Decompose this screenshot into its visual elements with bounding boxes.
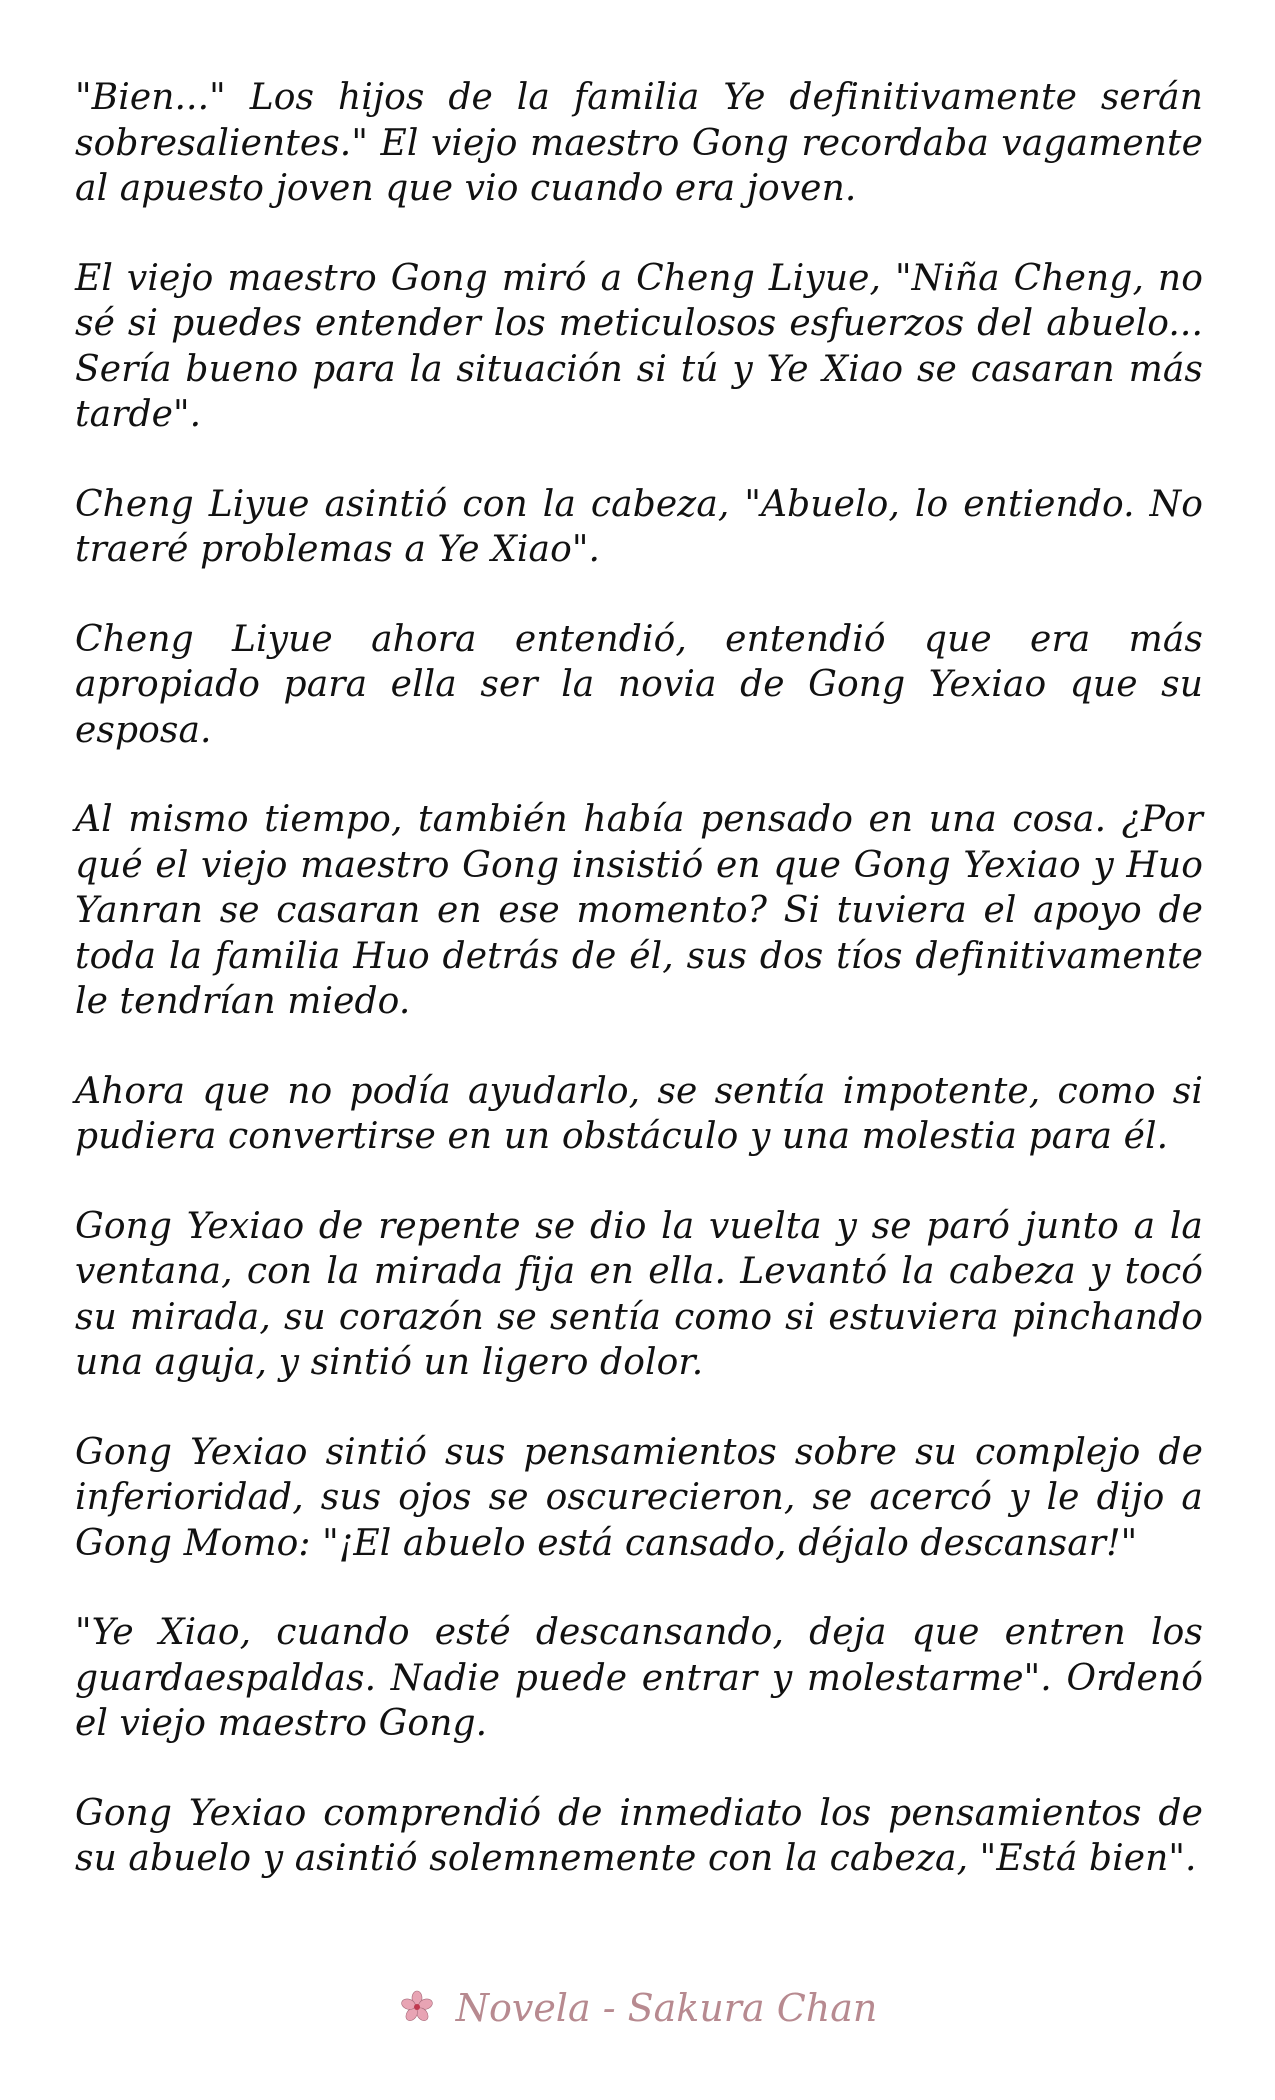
paragraph-4: Cheng Liyue ahora entendió, entendió que era más apropiado para ella ser la novia de Gong Yexiao que su esposa. bbox=[75, 618, 1203, 751]
watermark-footer bbox=[0, 1986, 1275, 2035]
watermark-text: Novela - Sakura Chan bbox=[455, 1986, 878, 2030]
paragraph-8: Gong Yexiao sintió sus pensamientos sobre su complejo de inferioridad, sus ojos se oscurecieron, se acercó y le dijo a Gong Momo: "¡El abuelo está cansado, déjalo descansar!" bbox=[75, 1431, 1203, 1564]
paragraph-5: Al mismo tiempo, también había pensado en una cosa. ¿Por qué el viejo maestro Gong insistió en que Gong Yexiao y Huo Yanran se casaran en ese momento? Si tuviera el apoyo de toda la familia Huo detrás de él, sus dos tíos definitivamente le tendrían miedo. bbox=[75, 799, 1203, 1022]
paragraph-2: El viejo maestro Gong miró a Cheng Liyue, "Niña Cheng, no sé si puedes entender los meticulosos esfuerzos del abuelo... Sería bueno para la situación si tú y Ye Xiao se casaran más tarde". bbox=[75, 257, 1203, 435]
sakura-flower-icon bbox=[398, 1988, 436, 2035]
paragraph-6: Ahora que no podía ayudarlo, se sentía impotente, como si pudiera convertirse en un obstáculo y una molestia para él. bbox=[75, 1070, 1203, 1157]
document-body bbox=[75, 75, 1203, 1926]
paragraph-10: Gong Yexiao comprendió de inmediato los pensamientos de su abuelo y asintió solemnemente con la cabeza, "Está bien". bbox=[75, 1792, 1203, 1879]
paragraph-7: Gong Yexiao de repente se dio la vuelta y se paró junto a la ventana, con la mirada fija en ella. Levantó la cabeza y tocó su mirada, su corazón se sentía como si estuviera pinchando una aguja, y sintió un ligero dolor. bbox=[75, 1205, 1203, 1383]
paragraph-1: "Bien..." Los hijos de la familia Ye definitivamente serán sobresalientes." El viejo maestro Gong recordaba vagamente al apuesto joven que vio cuando era joven. bbox=[75, 77, 1203, 209]
paragraph-3: Cheng Liyue asintió con la cabeza, "Abuelo, lo entiendo. No traeré problemas a Ye Xiao". bbox=[75, 483, 1203, 570]
paragraph-9: "Ye Xiao, cuando esté descansando, deja que entren los guardaespaldas. Nadie puede entrar y molestarme". Ordenó el viejo maestro Gong. bbox=[75, 1612, 1203, 1744]
